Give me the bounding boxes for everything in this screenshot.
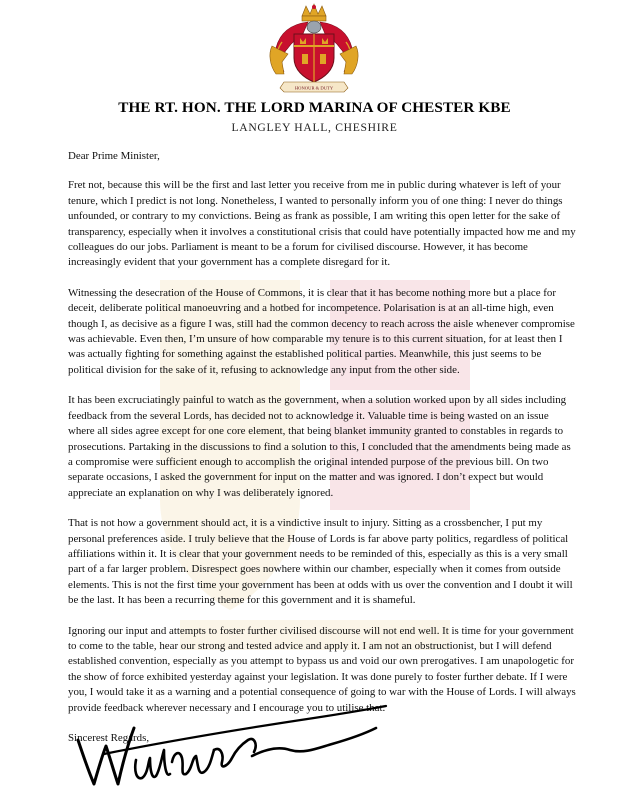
closing: Sincerest Regards, <box>68 732 150 744</box>
paragraph: It has been excruciatingly painful to watch as the government, when a solution worked upon by all sides including feedback from the several Lords, has decided not to acknowledge it. Valuable time is being wasted on an issue where all sides agree except for one core element, that being blanket immunity granted to constables in regards to prosecutions. Partaking in the discussions to find a solution to this, I concluded that the amendments being made as a compromise were sufficient enough to accomplish the original intended purpose of the previous bill. On two separate occasions, I asked the government for input on the matter and was ignored. I don’t expect but would appreciate an explanation on why I was deliberately ignored. <box>68 394 571 499</box>
salutation: Dear Prime Minister, <box>68 150 160 162</box>
paragraph: That is not how a government should act, it is a vindictive insult to injury. Sitting as a crossbencher, I put my personal preferences aside. I truly believe that the House of Lords is far above party politics, regardless of political affiliations within it. It is clear that your government needs to be reminded of this, especially as this is a very small part of a far larger problem. Disrespect goes nowhere within our chamber, especially when it comes from outside elements. This is not the first time your government has been at odds with us over the convention and I doubt it will be the last. It has been a recurring theme for this government and it is shameful. <box>68 517 573 607</box>
handwritten-signature-icon <box>64 700 394 792</box>
coat-of-arms-icon <box>262 2 366 94</box>
paragraph: Ignoring our input and attempts to foster further civilised discourse will not end well. It is time for your government to come to the table, hear our strong and tested advice and apply it. I am not an obstructionist, but I will defend established convention, especially as you attempt to bypass us and void our own prerogatives. I am unapologetic for the show of force exhibited yesterday against your legislation. It was done purely to foster further debate. If I were you, I would take it as a warning and a potential consequence of going to war with the House of Lords. I will always provide feedback wherever necessary and I encourage you to utilise that. <box>68 624 576 714</box>
paragraph: Witnessing the desecration of the House of Commons, it is clear that it has become nothing more but a place for deceit, deliberate political manoeuvring and a hotbed for incompetence. Polarisation is at an all-time high, even though I, as decisive as a figure I was, still had the common decency to reach across the aisle whenever compromise was achievable. Even then, I’m unsure of how comparable my tenure is to this current situation, for at least then I was actually fighting for something against the established political parties. Meanwhile, this just seems to be political division for the sake of it, refusing to acknowledge any input from the other side. <box>68 286 575 376</box>
letter-body <box>68 149 576 746</box>
paragraph: Fret not, because this will be the first and last letter you receive from me in public during whatever is left of your tenure, which I predict is not long. Nonetheless, I wanted to personally inform you of one thing: I never do things unfounded, or contrary to my convictions. Being as frank as possible, I am writing this open letter for the sake of transparency, especially when it involves a constitutional crisis that could have potentially impacted how me and my colleagues do our jobs. Parliament is meant to be a forum for civilised discourse. However, it has become increasingly evident that your government has a complete disregard for it. <box>68 179 576 269</box>
crest-motto: HONOUR & DUTY <box>294 85 334 91</box>
sender-name: THE RT. HON. THE LORD MARINA OF CHESTER KBE <box>118 99 511 116</box>
sender-address: LANGLEY HALL, CHESHIRE <box>231 121 398 134</box>
